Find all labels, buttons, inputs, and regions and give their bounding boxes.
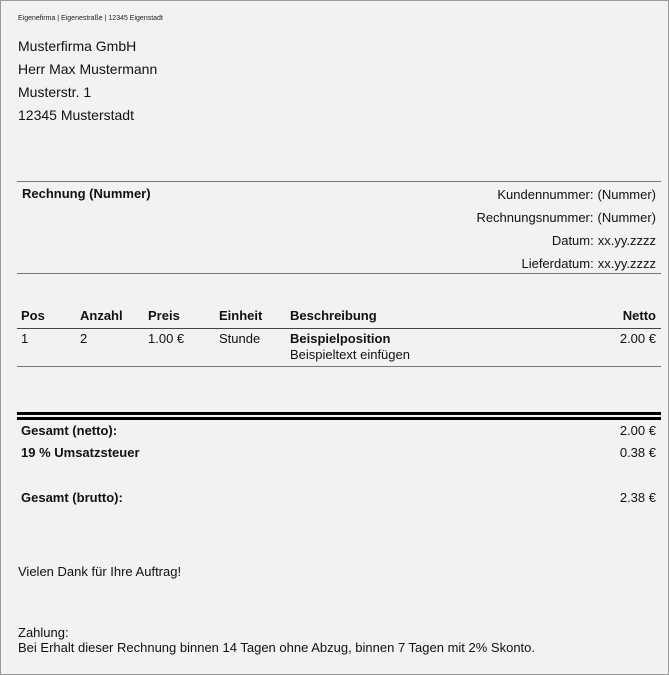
vat-label: 19 % Umsatzsteuer	[21, 445, 140, 460]
divider	[17, 366, 661, 367]
total-net-value: 2.00 €	[619, 423, 656, 438]
meta-value: (Nummer)	[597, 187, 656, 202]
invoice-title: Rechnung (Nummer)	[22, 186, 151, 201]
meta-invoice-number	[476, 206, 656, 229]
double-rule-top	[17, 412, 661, 415]
meta-value: xx.yy.zzzz	[597, 256, 656, 271]
header-description: Beschreibung	[290, 308, 377, 323]
meta-date	[476, 229, 656, 252]
meta-customer-number	[476, 183, 656, 206]
row-unit: Stunde	[219, 331, 261, 346]
divider	[17, 273, 661, 274]
meta-label: Datum:	[551, 233, 594, 248]
recipient-person: Herr Max Mustermann	[18, 61, 158, 77]
table-header-divider	[17, 328, 661, 329]
row-net: 2.00 €	[619, 331, 656, 346]
header-net: Netto	[622, 308, 656, 323]
row-description-text: Beispieltext einfügen	[290, 347, 410, 362]
recipient-city: 12345 Musterstadt	[18, 107, 134, 123]
total-gross-value: 2.38 €	[619, 490, 656, 505]
header-unit: Einheit	[219, 308, 263, 323]
header-price: Preis	[148, 308, 180, 323]
header-qty: Anzahl	[80, 308, 123, 323]
meta-delivery-date	[476, 252, 656, 275]
recipient-street: Musterstr. 1	[18, 84, 92, 100]
meta-label: Lieferdatum:	[521, 256, 594, 271]
sender-line: Eigenefirma | Eigenestraße | 12345 Eigenstadt	[18, 15, 163, 22]
invoice-meta	[476, 183, 656, 275]
total-gross-label: Gesamt (brutto):	[21, 490, 123, 505]
meta-value: xx.yy.zzzz	[597, 233, 656, 248]
total-net-label: Gesamt (netto):	[21, 423, 118, 438]
recipient-address	[18, 35, 157, 127]
vat-value: 0.38 €	[619, 445, 656, 460]
meta-value: (Nummer)	[597, 210, 656, 225]
row-price: 1.00 €	[148, 331, 185, 346]
thanks-text: Vielen Dank für Ihre Auftrag!	[18, 564, 182, 579]
row-pos: 1	[21, 331, 29, 346]
meta-label: Kundennummer:	[497, 187, 594, 202]
recipient-company: Musterfirma GmbH	[18, 38, 137, 54]
row-qty: 2	[80, 331, 88, 346]
meta-label: Rechnungsnummer:	[476, 210, 594, 225]
divider	[17, 181, 661, 182]
payment-terms: Bei Erhalt dieser Rechnung binnen 14 Tagen ohne Abzug, binnen 7 Tagen mit 2% Skonto.	[18, 640, 536, 655]
row-description-title: Beispielposition	[290, 331, 391, 346]
double-rule-bottom	[17, 417, 661, 420]
payment-label: Zahlung:	[18, 625, 69, 640]
header-pos: Pos	[21, 308, 45, 323]
